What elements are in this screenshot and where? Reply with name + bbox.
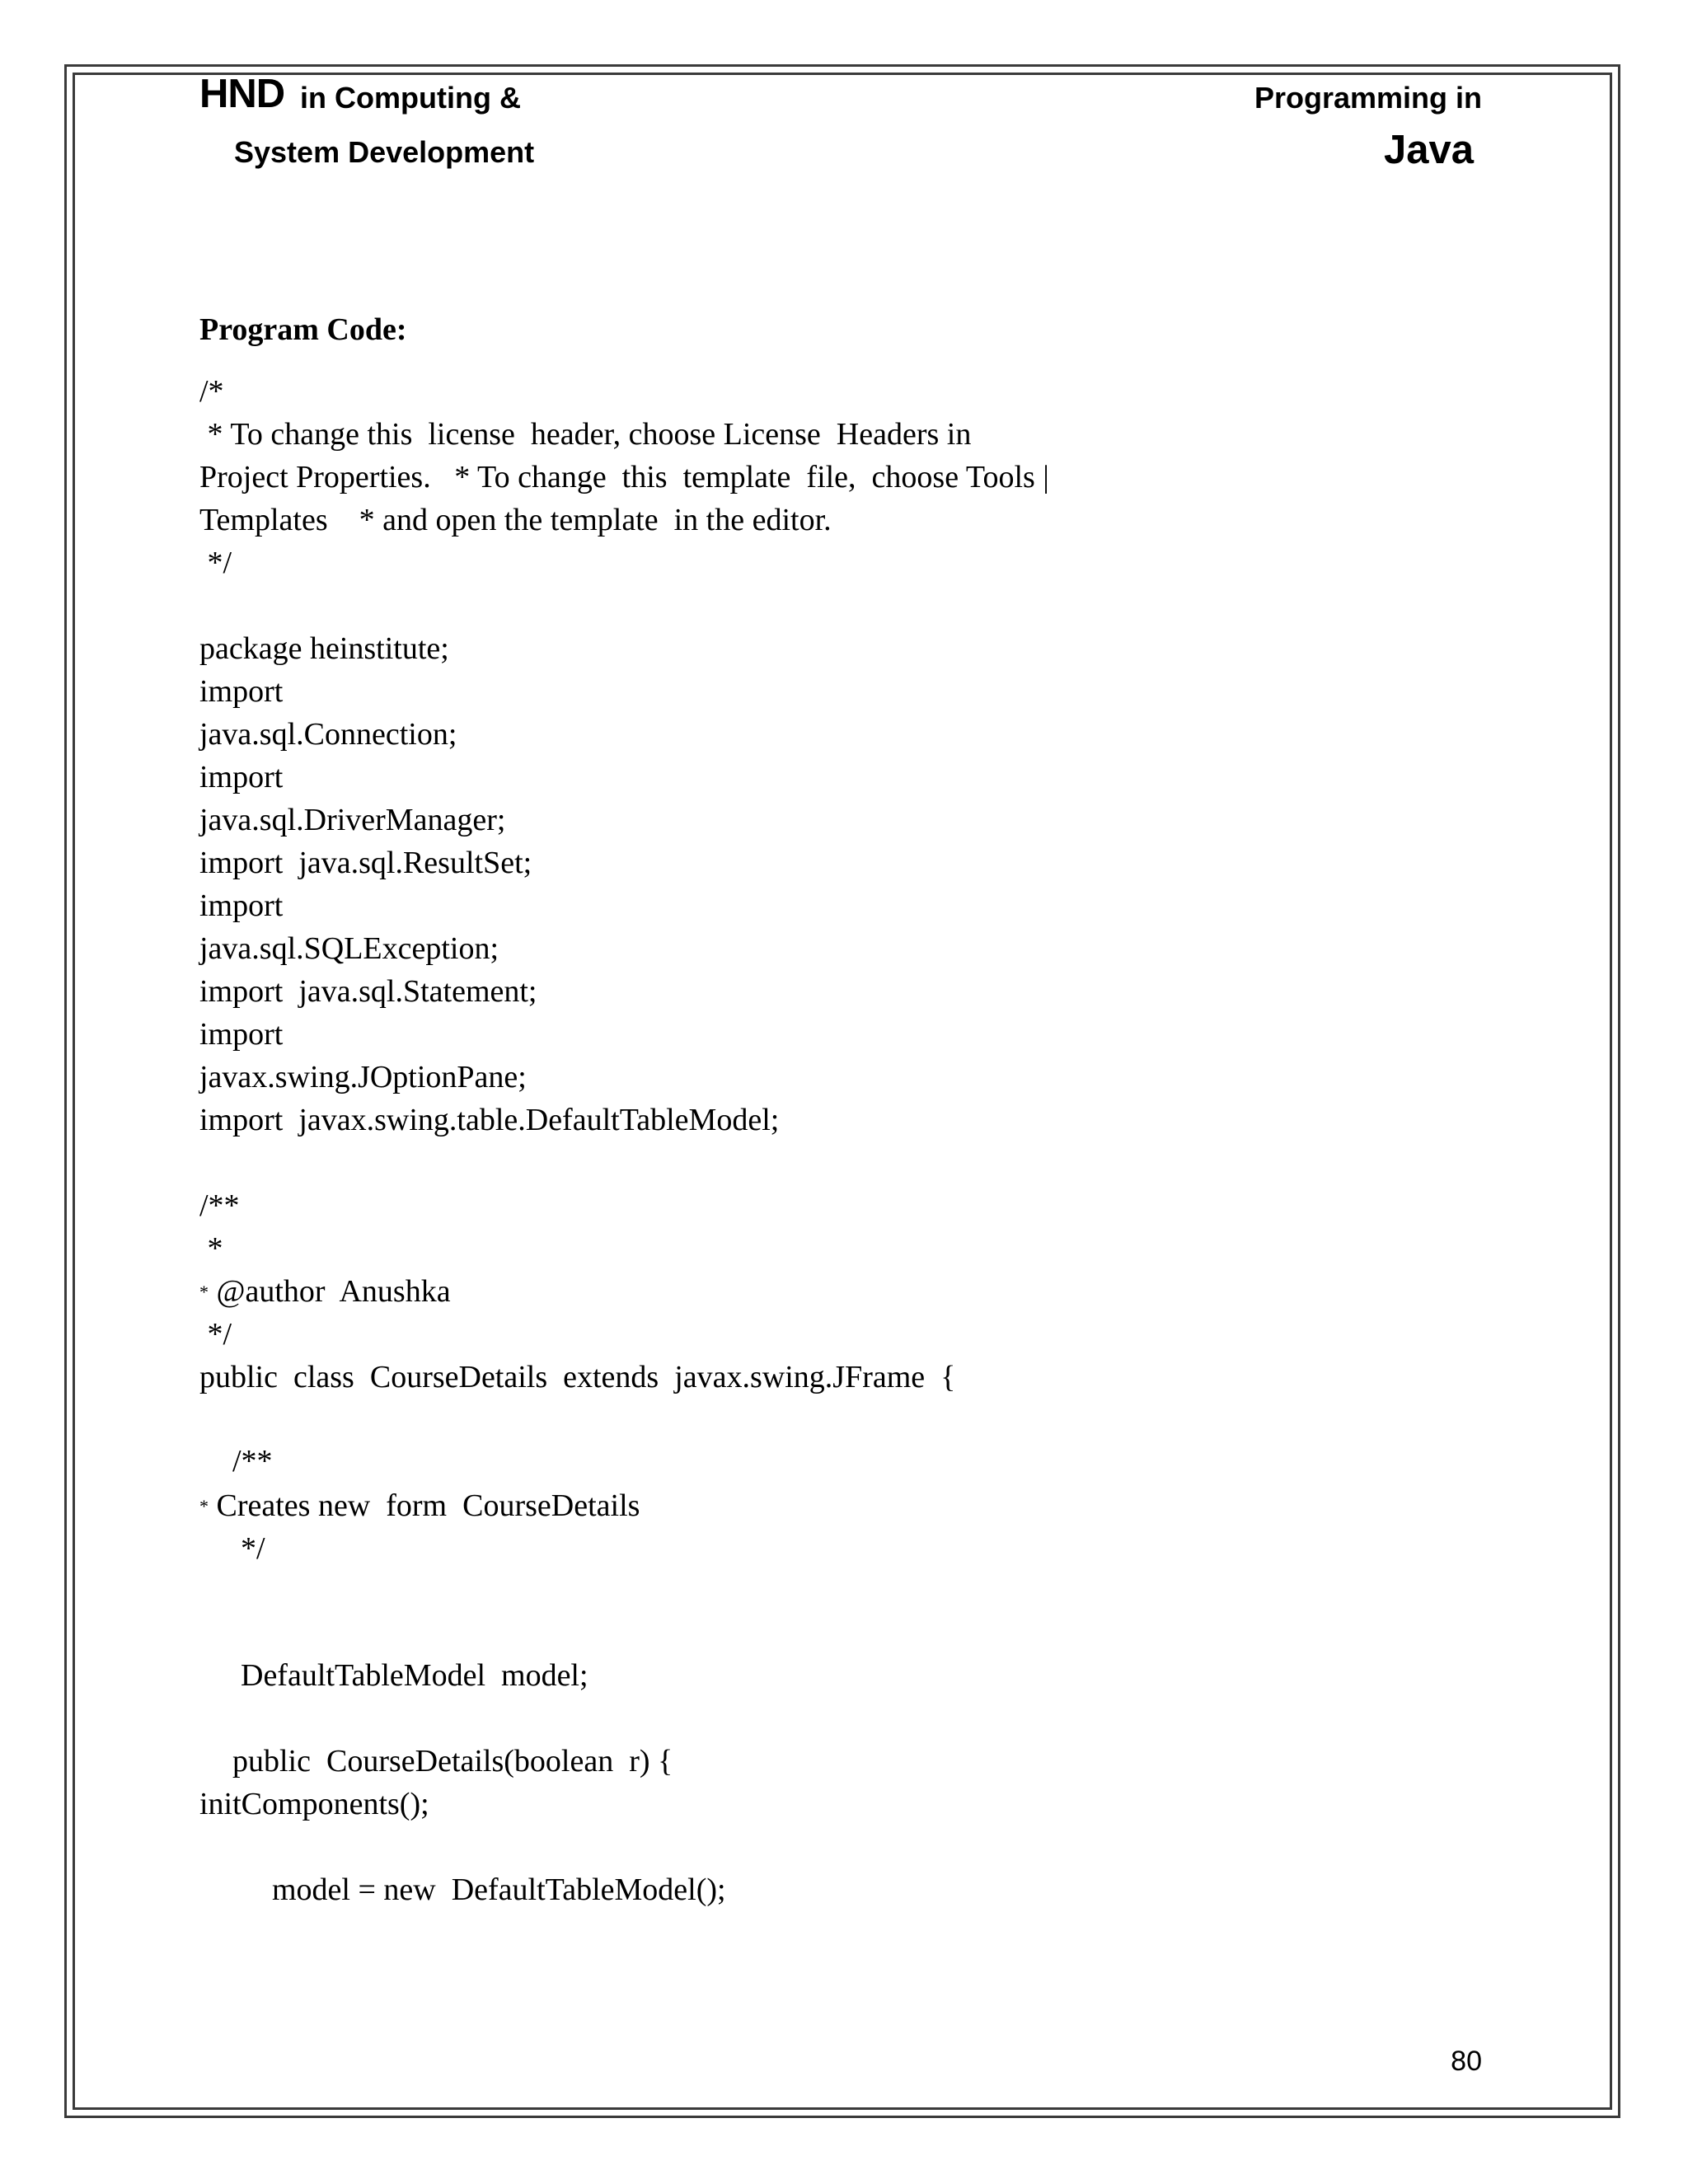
code-line xyxy=(199,1490,640,1521)
code-line xyxy=(199,1276,451,1307)
code-line: import java.sql.Statement; xyxy=(199,974,537,1009)
small-asterisk: * xyxy=(199,1282,209,1302)
code-line: initComponents(); xyxy=(199,1787,429,1821)
code-line: */ xyxy=(199,546,232,580)
code-line: model = new DefaultTableModel(); xyxy=(272,1872,726,1907)
small-asterisk: * xyxy=(199,1496,209,1516)
code-line: * xyxy=(199,1231,223,1266)
code-line: */ xyxy=(199,1317,232,1352)
page-number: 80 xyxy=(1451,2046,1482,2077)
code-line: java.sql.DriverManager; xyxy=(199,803,506,837)
code-line: /* xyxy=(199,374,224,409)
code-line: java.sql.Connection; xyxy=(199,717,457,752)
code-line: import xyxy=(199,888,284,923)
code-line: import java.sql.ResultSet; xyxy=(199,846,532,880)
code-line: /** xyxy=(199,1188,240,1223)
code-line: Project Properties. * To change this template file, choose Tools | xyxy=(199,460,1049,494)
header-programming-in: Programming in xyxy=(1254,81,1482,115)
code-line: import xyxy=(199,1017,284,1052)
code-line: DefaultTableModel model; xyxy=(241,1658,588,1693)
code-line: */ xyxy=(241,1531,265,1566)
code-line: /** xyxy=(232,1444,273,1479)
section-title: Program Code: xyxy=(199,312,407,347)
code-line: public CourseDetails(boolean r) { xyxy=(232,1744,673,1779)
code-line: package heinstitute; xyxy=(199,631,449,666)
header-in-computing: in Computing & xyxy=(300,81,521,115)
code-line: Templates * and open the template in the editor. xyxy=(199,503,832,537)
code-line: * To change this license header, choose License Headers in xyxy=(199,417,972,452)
code-line: java.sql.SQLException; xyxy=(199,931,499,966)
comment-text: Creates new form CourseDetails xyxy=(216,1488,640,1523)
code-line: javax.swing.JOptionPane; xyxy=(199,1060,527,1094)
code-line: import xyxy=(199,760,284,794)
code-line: public class CourseDetails extends javax.swing.JFrame { xyxy=(199,1360,956,1394)
header-java: Java xyxy=(1383,128,1474,172)
code-line: import javax.swing.table.DefaultTableModel; xyxy=(199,1103,780,1137)
code-line: import xyxy=(199,674,284,709)
header-hnd: HND xyxy=(199,72,285,116)
author-tag: @author Anushka xyxy=(216,1274,451,1309)
header-system-development: System Development xyxy=(234,135,535,169)
